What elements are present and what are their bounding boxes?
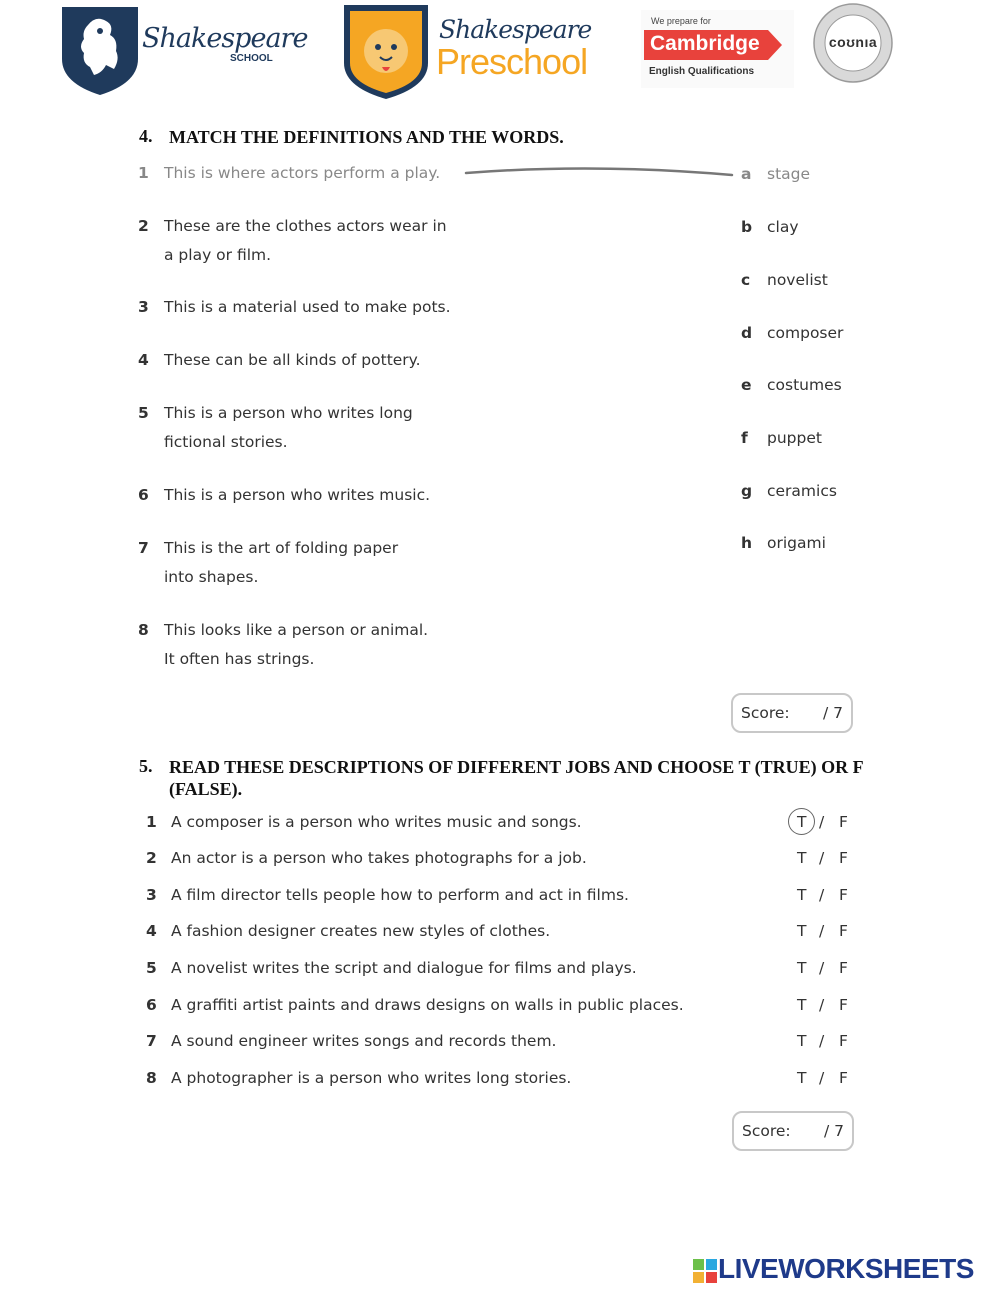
cambridge-post-text: English Qualifications <box>649 66 755 77</box>
true-option[interactable]: T <box>797 849 807 867</box>
true-option[interactable]: T <box>797 922 807 940</box>
definition-4: 4 These can be all kinds of pottery. <box>138 351 421 369</box>
lion-face-shield-icon <box>342 3 430 100</box>
true-false-3: T / F <box>797 886 848 904</box>
word-a[interactable]: a stage <box>741 165 811 183</box>
score-label: Score: <box>741 704 790 722</box>
word-e[interactable]: e costumes <box>741 376 842 394</box>
exercise4-number: 4. <box>139 126 153 146</box>
score-total: / 7 <box>824 1122 845 1140</box>
example-match-line <box>464 163 734 179</box>
definition-6: 6 This is a person who writes music. <box>138 486 431 504</box>
word-h[interactable]: h origami <box>741 534 826 552</box>
shakespeare-school-logo <box>60 3 308 97</box>
exercise4-title: MATCH THE DEFINITIONS AND THE WORDS. <box>169 127 564 147</box>
cambridge-badge-text: Cambridge <box>650 32 760 55</box>
false-option[interactable]: F <box>839 959 848 977</box>
exercise5-title-line1: READ THESE DESCRIPTIONS OF DIFFERENT JOBS AND CHOOSE T (TRUE) OR F <box>169 757 864 777</box>
score-label: Score: <box>742 1122 791 1140</box>
statement-8: 8 A photographer is a person who writes long stories. <box>146 1069 572 1087</box>
definition-2: 2 These are the clothes actors wear in a play or film. <box>138 217 447 264</box>
school-sub-text: SCHOOL <box>230 53 273 64</box>
true-option[interactable]: T <box>797 1032 807 1050</box>
statement-7: 7 A sound engineer writes songs and records them. <box>146 1032 557 1050</box>
word-g[interactable]: g ceramics <box>741 482 837 500</box>
true-false-4: T / F <box>797 922 848 940</box>
true-false-5: T / F <box>797 959 848 977</box>
score-total: / 7 <box>823 704 844 722</box>
false-option[interactable]: F <box>839 813 848 831</box>
true-option[interactable]: T <box>797 886 807 904</box>
statement-1: 1 A composer is a person who writes music and songs. <box>146 813 582 831</box>
liveworksheets-logo-icon <box>693 1259 717 1283</box>
true-option[interactable]: T <box>797 996 807 1014</box>
true-false-7: T / F <box>797 1032 848 1050</box>
definition-5: 5 This is a person who writes long fictional stories. <box>138 404 413 451</box>
shakespeare-preschool-logo <box>342 3 602 100</box>
true-false-2: T / F <box>797 849 848 867</box>
statement-6: 6 A graffiti artist paints and draws designs on walls in public places. <box>146 996 684 1014</box>
cognia-word: coʊnıa <box>828 34 878 50</box>
statement-5: 5 A novelist writes the script and dialogue for films and plays. <box>146 959 637 977</box>
definition-7: 7 This is the art of folding paper into shapes. <box>138 539 399 586</box>
exercise5-score-box <box>732 1111 854 1151</box>
exercise5-number: 5. <box>139 756 153 776</box>
exercise5-heading <box>139 756 879 802</box>
word-c[interactable]: c novelist <box>741 271 828 289</box>
definition-1: 1 This is where actors perform a play. <box>138 164 441 182</box>
cognia-logo <box>810 2 896 84</box>
liveworksheets-brand[interactable]: LIVEWORKSHEETS <box>718 1253 974 1284</box>
false-option[interactable]: F <box>839 922 848 940</box>
true-option[interactable]: T <box>797 813 807 831</box>
preschool-sub-text: Preschool <box>436 41 588 82</box>
false-option[interactable]: F <box>839 1069 848 1087</box>
statement-3: 3 A film director tells people how to perform and act in films. <box>146 886 629 904</box>
true-false-1: T / F <box>797 813 857 835</box>
preschool-brand-text: Shakespeare <box>439 15 592 44</box>
false-option[interactable]: F <box>839 996 848 1014</box>
exercise5-title-line2: (FALSE). <box>169 779 243 799</box>
lion-shield-icon <box>60 3 140 97</box>
exercise4-score-box <box>731 693 853 733</box>
true-option[interactable]: T <box>797 959 807 977</box>
statement-4: 4 A fashion designer creates new styles of clothes. <box>146 922 551 940</box>
statement-2: 2 An actor is a person who takes photographs for a job. <box>146 849 587 867</box>
exercise4-heading <box>139 126 839 150</box>
true-option[interactable]: T <box>797 1069 807 1087</box>
word-b[interactable]: b clay <box>741 218 799 236</box>
false-option[interactable]: F <box>839 886 848 904</box>
false-option[interactable]: F <box>839 849 848 867</box>
word-d[interactable]: d composer <box>741 324 844 342</box>
school-brand-text: Shakespeare <box>142 23 308 54</box>
false-option[interactable]: F <box>839 1032 848 1050</box>
definition-3: 3 This is a material used to make pots. <box>138 298 451 316</box>
true-false-6: T / F <box>797 996 848 1014</box>
true-false-8: T / F <box>797 1069 848 1087</box>
definition-8: 8 This looks like a person or animal. It often has strings. <box>138 621 429 668</box>
word-f[interactable]: f puppet <box>741 429 822 447</box>
cambridge-pre-text: We prepare for <box>651 16 711 26</box>
cambridge-logo <box>641 10 794 88</box>
